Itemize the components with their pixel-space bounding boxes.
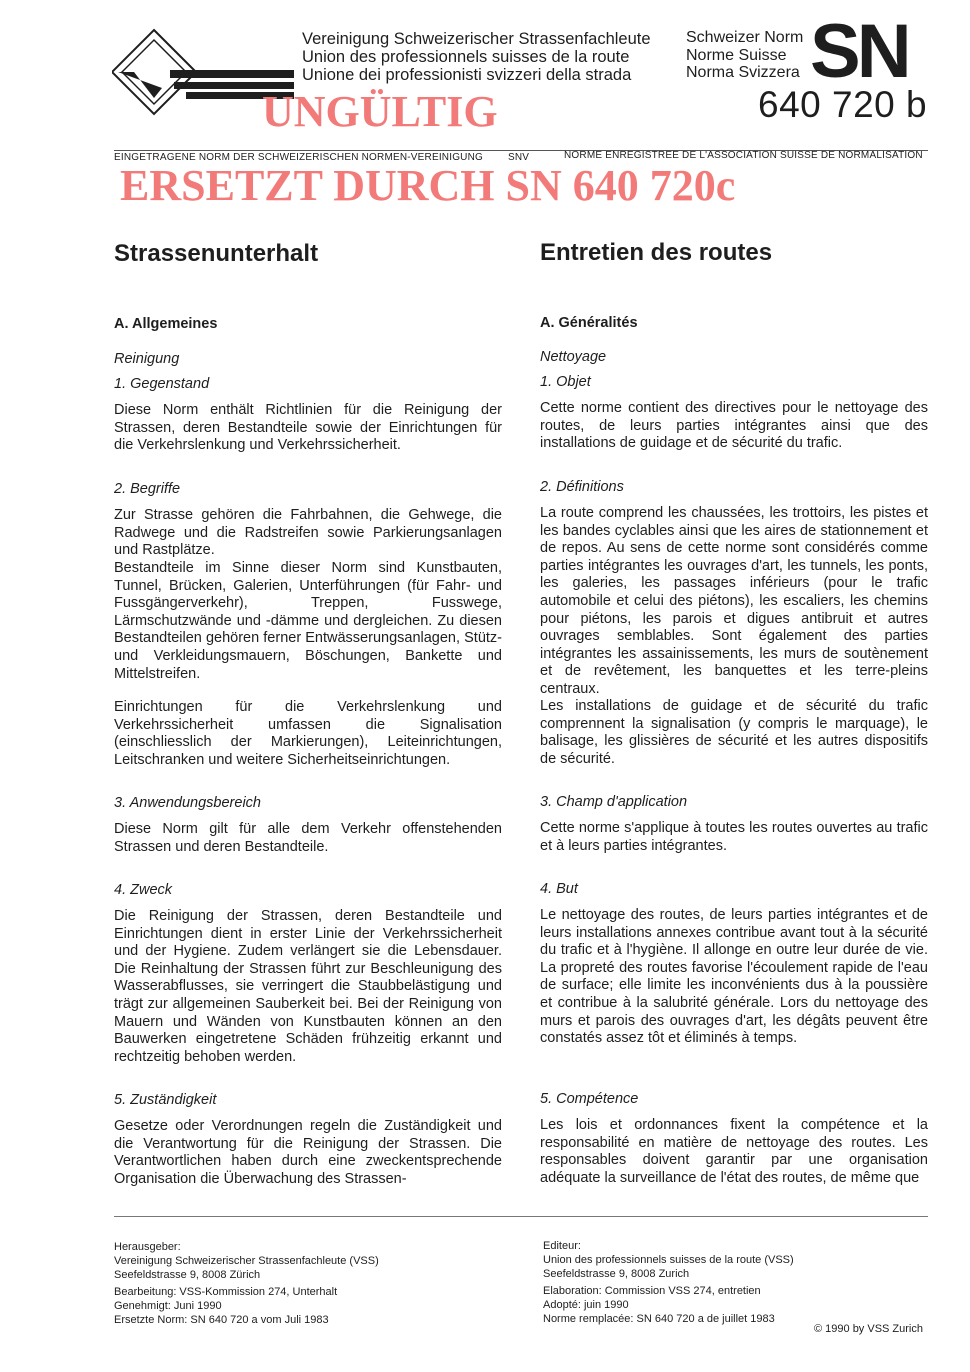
footer-fr-address: Seefeldstrasse 9, 8008 Zurich — [543, 1268, 690, 1280]
subsection-heading-de: Reinigung — [114, 351, 180, 367]
heading-champ-application: 3. Champ d'application — [540, 794, 688, 810]
footer-de-address: Seefeldstrasse 9, 8008 Zürich — [114, 1269, 261, 1281]
paragraph-2a-de: Zur Strasse gehören die Fahrbahnen, die Gehwege, die Radwege und die Radstreifen sowie Parkierungsanlagen und Rastplätze. — [114, 507, 502, 559]
paragraph-5-fr: Les lois et ordonnances fixent la compétence et la responsabilité en matière de nettoyage des routes. Les responsables doivent garantir par une organisation adéquate la surveillance de l'état des routes, de même que — [540, 1117, 928, 1186]
heading-zweck: 4. Zweck — [114, 882, 173, 898]
paragraph-2b-fr: Les installations de guidage et de sécurité du trafic comprennent la signalisation (y compris le marquage), le balisage, les glissières de sécurité et les autres dispositifs de sécurité. — [540, 698, 928, 767]
footer-fr-adopted: Adopté: juin 1990 — [543, 1299, 629, 1311]
footer-de-replaced: Ersetzte Norm: SN 640 720 a vom Juli 1983 — [114, 1314, 329, 1326]
heading-begriffe: 2. Begriffe — [114, 481, 181, 497]
paragraph-5-de: Gesetze oder Verordnungen regeln die Zuständigkeit und die Verantwortung für die Reinigung der Strassen. Die Verantwortlichen haben durch eine zweckentsprechende Organisation die Überwachung des Strassen- — [114, 1118, 502, 1187]
paragraph-4-de: Die Reinigung der Strassen, deren Bestandteile und Einrichtungen dient in erster Linie der Verkehrssicherheit und der Hygiene. Zudem verlängert sie die Lebensdauer. Die Reinhaltung der Strassen führt zur Beschleunigung des Wasserabflusses, sie verringert die Staubbelästigung und trägt zur allgemeinen Sauberkeit bei. Bei der Reinigung von Mauern und Wänden von Kunstbauten können an den Bauwerken eingetretene Schäden frühzeitig erkannt und rechtzeitig behoben werden. — [114, 908, 502, 1065]
heading-but: 4. But — [540, 881, 578, 897]
paragraph-1-fr: Cette norme contient des directives pour le nettoyage des routes, de leurs parties intégrantes ainsi que des installations de guidage et de sécurité du trafic. — [540, 400, 928, 452]
subsection-heading-fr: Nettoyage — [540, 349, 607, 365]
norm-number: 640 720 b — [758, 84, 928, 125]
section-heading-fr: A. Généralités — [540, 315, 638, 331]
heading-objet-fr: 1. Objet — [540, 374, 591, 390]
norm-label-fr: Norme Suisse — [686, 46, 787, 64]
organisation-names — [302, 30, 651, 84]
replaced-stamp: ERSETZT DURCH SN 640 720c — [120, 161, 736, 210]
paragraph-2a-fr: La route comprend les chaussées, les trottoirs, les pistes et les bandes cyclables ainsi que les aires de stationnement et de repos. Au sens de cette norme sont considérés comme parties intégrantes les ouvrages d'art, les tunnels, les ponts, les galeries, les passages inférieurs (pour le trafic automobile et celui des piétons), les escaliers, les chemins pour piétons, les parois et digues antibruit et autres ouvrages semblables. Sont également des parties intégrantes les assainissements, les murs de soutènement et de revêtement, les banquettes et les terre-pleins centraux. — [540, 505, 928, 697]
heading-competence: 5. Compétence — [540, 1091, 639, 1107]
org-name-fr: Union des professionnels suisses de la route — [302, 48, 630, 66]
heading-anwendungsbereich: 3. Anwendungsbereich — [114, 795, 261, 811]
registered-note-fr: NORME ENREGISTREE DE L'ASSOCIATION SUISSE DE NORMALISATION — [564, 150, 923, 161]
registered-note-snv: SNV — [508, 152, 530, 163]
paragraph-1-de: Diese Norm enthält Richtlinien für die Reinigung der Strassen, deren Bestandteile sowie der Einrichtungen für die Verkehrslenkung und Verkehrssicherheit. — [114, 402, 502, 454]
paragraph-3-fr: Cette norme s'applique à toutes les routes ouvertes au trafic et à leurs parties intégrantes. — [540, 820, 928, 854]
footer-fr-commission: Elaboration: Commission VSS 274, entretien — [543, 1285, 761, 1297]
paragraph-2b-de: Bestandteile im Sinne dieser Norm sind Kunstbauten, Tunnel, Brücken, Galerien, Unterführungen (für Fahr- und Fussgängerverkehr), Treppen, Fusswege, Lärmschutzwände und -dämme und dergleichen. Zu diesen Bestandteilen gehören ferner Entwässerungsanlagen, Stütz- und Verkleidungsmauern, Böschungen, Bankette und Mittelstreifen. — [114, 560, 502, 682]
title-de: Strassenunterhalt — [114, 240, 319, 267]
footer-de-approved: Genehmigt: Juni 1990 — [114, 1300, 222, 1312]
sn-mark: SN — [810, 9, 908, 94]
section-heading-de: A. Allgemeines — [114, 316, 218, 332]
registered-note-de: EINGETRAGENE NORM DER SCHWEIZERISCHEN NORMEN-VEREINIGUNG — [114, 152, 484, 163]
title-fr: Entretien des routes — [540, 239, 773, 266]
copyright-notice: © 1990 by VSS Zurich — [814, 1323, 923, 1335]
heading-definitions: 2. Définitions — [540, 479, 624, 495]
paragraph-4-fr: Le nettoyage des routes, de leurs parties intégrantes et de leurs installations annexes contribue avant tout à la sécurité du trafic et à l'hygiène. Il allonge en outre leur durée de vie. La propreté des routes favorise l'écoulement rapide de l'eau de surface; elle limite les inconvénients dus à la poussière et contribue à la salubrité générale. Lors du nettoyage des murs et parois des ouvrages d'art, les dégâts peuvent être constatés assez tôt et éliminés à temps. — [540, 907, 928, 1047]
norm-label-de: Schweizer Norm — [686, 29, 804, 46]
footer-fr-label: Editeur: — [543, 1240, 581, 1252]
footer-de-commission: Bearbeitung: VSS-Kommission 274, Unterhalt — [114, 1286, 338, 1298]
heading-objet-de: 1. Gegenstand — [114, 376, 210, 392]
publisher-info-de — [114, 1240, 379, 1327]
publisher-info-fr — [543, 1239, 794, 1326]
heading-zustaendigkeit: 5. Zuständigkeit — [114, 1092, 217, 1108]
org-name-de: Vereinigung Schweizerischer Strassenfachleute — [302, 30, 651, 48]
footer-fr-replaced: Norme remplacée: SN 640 720 a de juillet 1983 — [543, 1313, 775, 1325]
footer-fr-org: Union des professionnels suisses de la route (VSS) — [543, 1254, 794, 1266]
norm-label-it: Norma Svizzera — [686, 64, 800, 81]
footer-de-label: Herausgeber: — [114, 1241, 181, 1253]
paragraph-3-de: Diese Norm gilt für alle dem Verkehr offenstehenden Strassen und deren Bestandteile. — [114, 821, 502, 855]
invalid-stamp: UNGÜLTIG — [262, 87, 498, 136]
footer-de-org: Vereinigung Schweizerischer Strassenfachleute (VSS) — [114, 1255, 379, 1267]
norm-type-labels — [686, 29, 803, 82]
org-name-it: Unione dei professionisti svizzeri della strada — [302, 66, 632, 84]
footer-rule — [114, 1216, 928, 1217]
paragraph-2c-de: Einrichtungen für die Verkehrslenkung und Verkehrssicherheit umfassen die Signalisation (einschliesslich der Markierungen), Leiteinrichtungen, Leitschranken und weitere Sicherheitseinrichtungen. — [114, 699, 502, 768]
